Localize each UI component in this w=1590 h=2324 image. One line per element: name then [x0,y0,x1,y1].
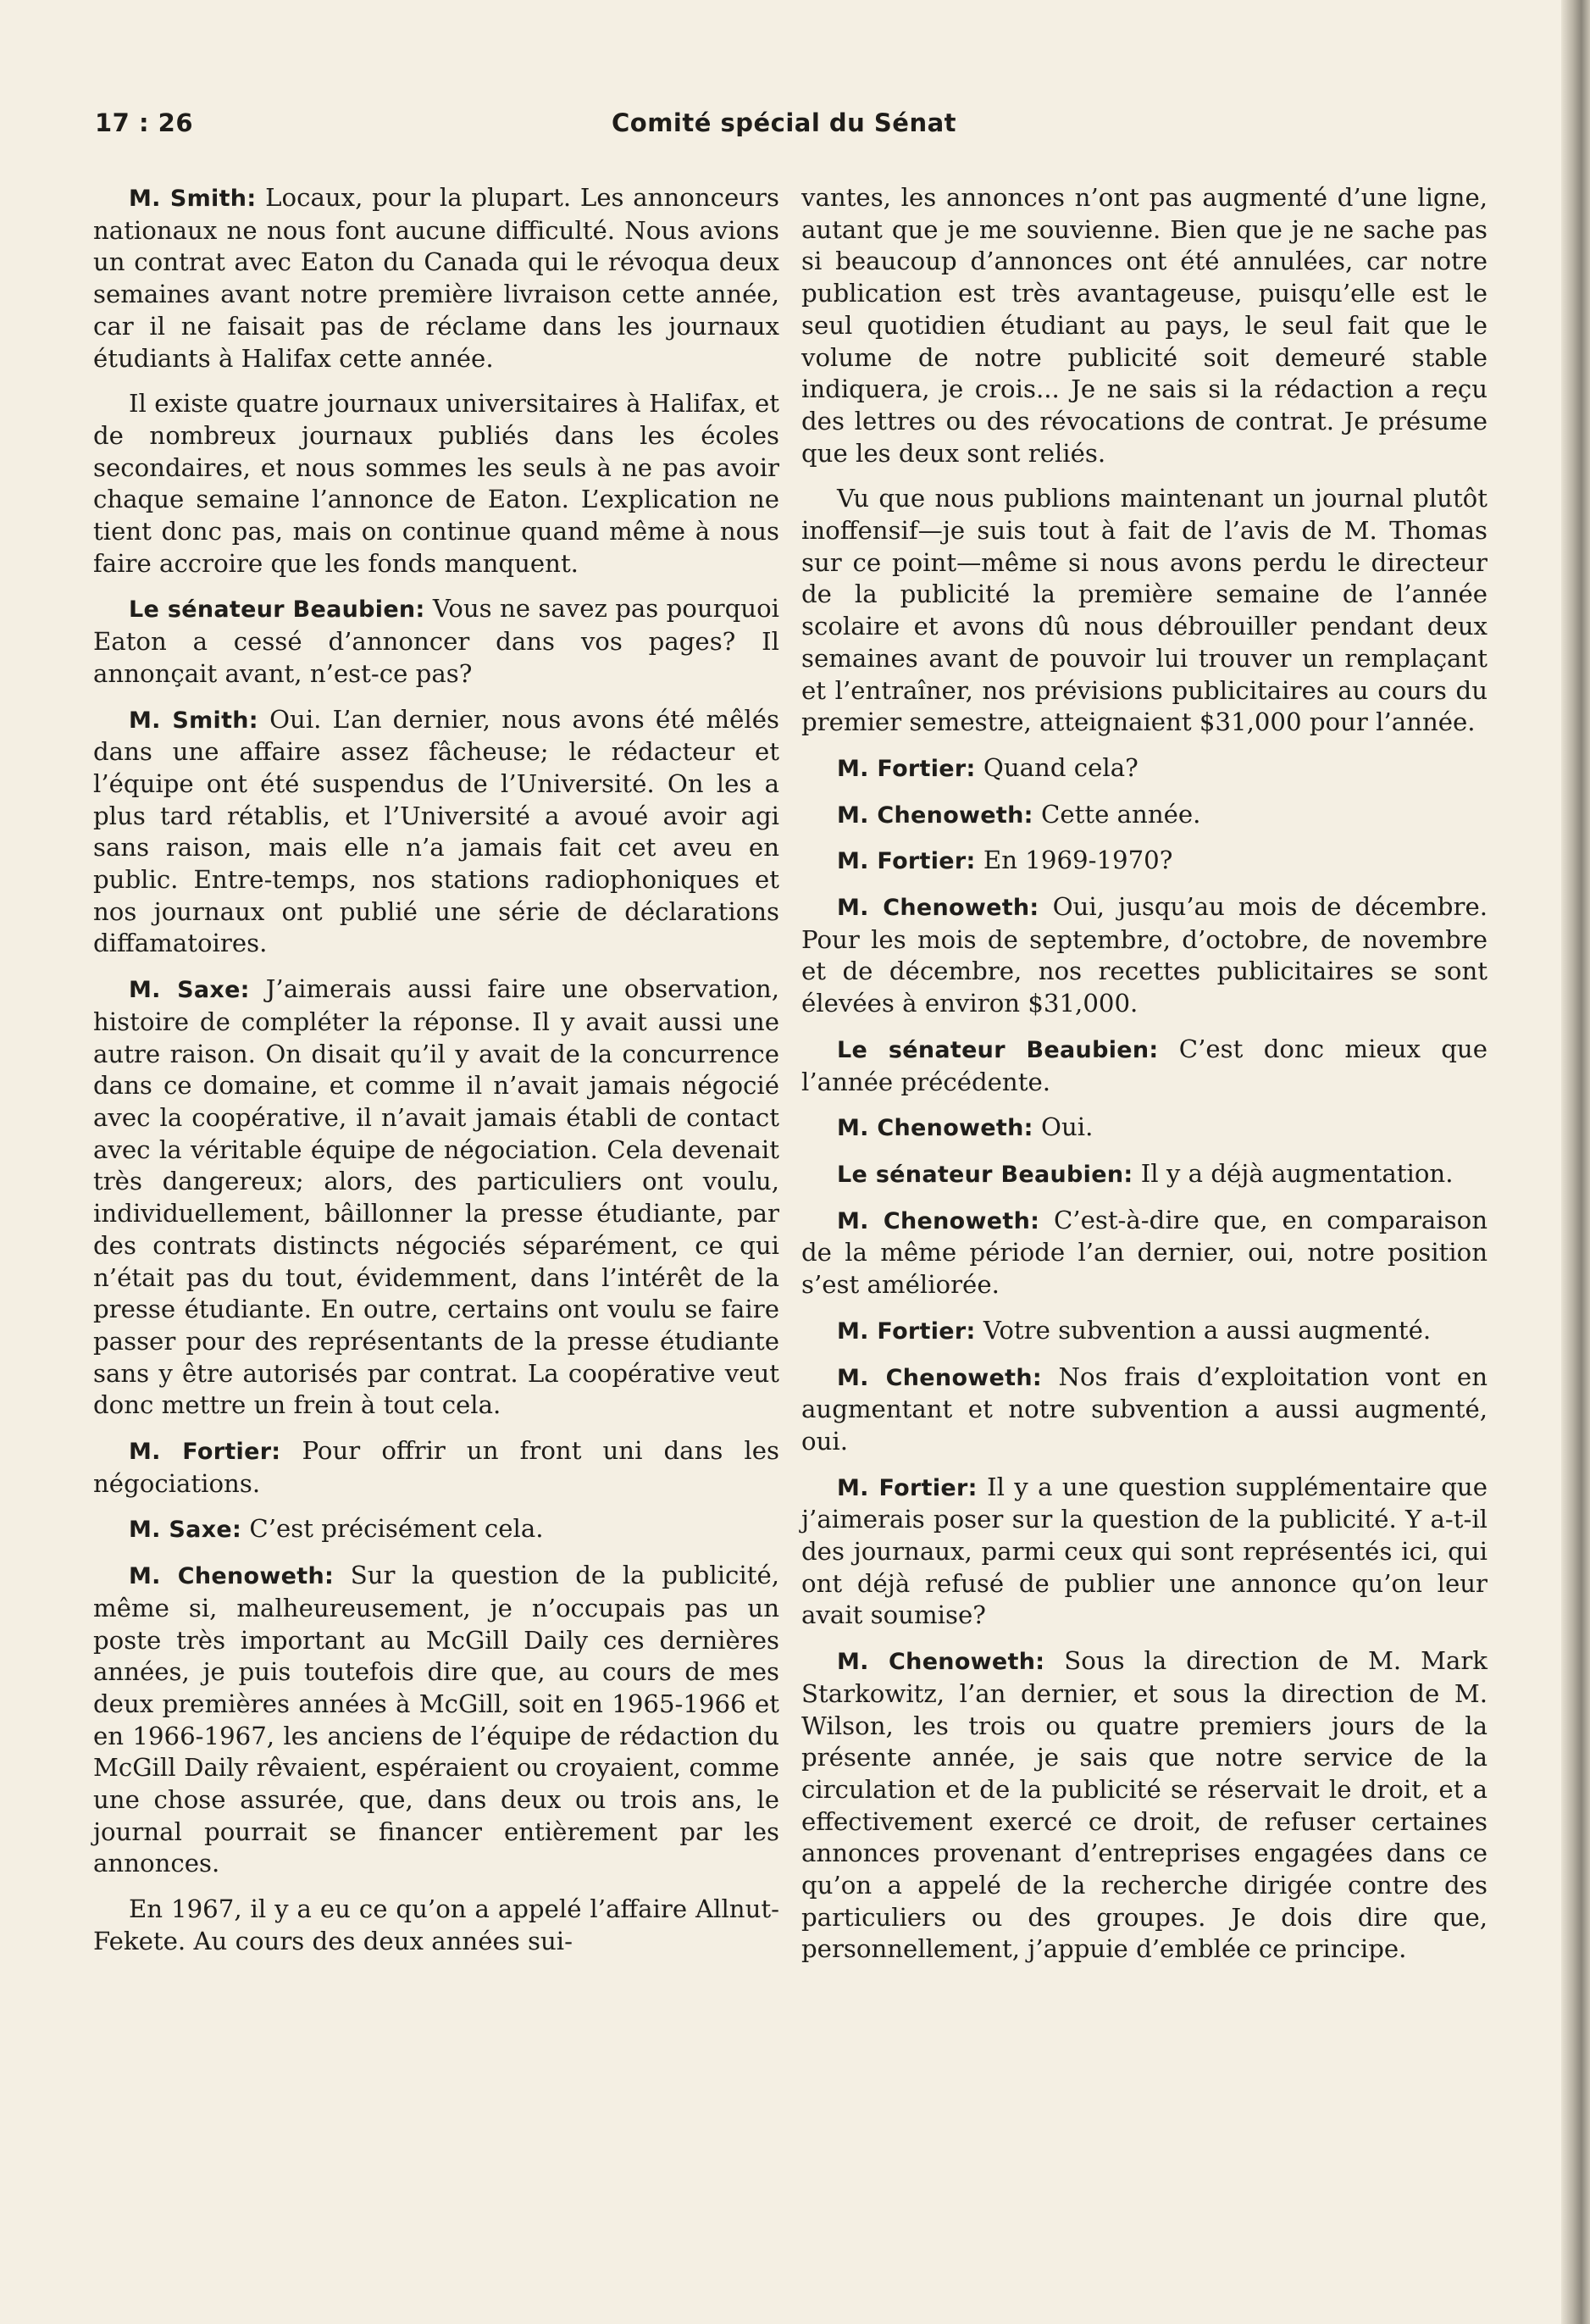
paragraph [93,182,779,374]
paragraph [801,1645,1488,1966]
paragraph-text: Nos frais d’exploitation vont en augmentant et notre subvention a aussi augmenté, oui. [801,1362,1488,1456]
paragraph-text: Locaux, pour la plupart. Les annonceurs nationaux ne nous font aucune difficulté. Nous avions un contrat avec Eaton du Canada qui le révoqua deux semaines avant notre première livraison cette année, car il ne faisait pas de réclame dans les journaux étudiants à Halifax cette année. [93,183,779,373]
speaker-name: M. Fortier: [837,1474,978,1501]
speaker-name: M. Saxe: [129,1517,242,1544]
paragraph [801,1158,1488,1191]
paragraph-text: Sous la direction de M. Mark Starkowitz, l’an dernier, et sous la direction de M. Wilson, les trois ou quatre premiers jours de la présente année, je sais que notre service de la circulation et de la publicité se réservait le droit, et a effectivement exercé ce droit, de refuser certaines annonces provenant d’entreprises engagées dans ce qu’on a appelé de la recherche dirigée contre des particuliers ou des groupes. Je dois dire que, personnellement, j’appuie d’emblée ce principe. [801,1646,1488,1964]
speaker-name: M. Fortier: [837,755,976,782]
paragraph-text: vantes, les annonces n’ont pas augmenté d’une ligne, autant que je me souvienne. Bien que je ne sache pas si beaucoup d’annonces ont été annulées, car notre publication est très avantageuse, puisqu’elle est le seul quotidien étudiant au pays, le seul fait que le volume de notre publicité soit demeuré stable indiquera, je crois... Je ne sais si la rédaction a reçu des lettres ou des révocations de contrat. Je présume que les deux sont reliés. [801,183,1488,468]
paragraph [801,799,1488,832]
speaker-name: M. Chenoweth: [129,1563,335,1590]
speaker-name: Le sénateur Beaubien: [837,1036,1159,1063]
speaker-name: M. Chenoweth: [837,1207,1040,1234]
speaker-name: Le sénateur Beaubien: [837,1161,1133,1188]
page-header [95,108,1467,151]
paragraph-text: En 1967, il y a eu ce qu’on a appelé l’affaire Allnut-Fekete. Au cours des deux années sui- [93,1894,779,1955]
speaker-name: M. Fortier: [837,1317,976,1345]
speaker-name: M. Chenoweth: [837,895,1039,922]
paragraph-text: Oui. L’an dernier, nous avons été mêlés dans une affaire assez fâcheuse; le rédacteur et l’équipe ont été suspendus de l’Université. On les a plus tard rétablis, et l’Université a avoué avoir agi sans raison, mais elle n’a jamais fait cet aveu en public. Entre-temps, nos stations radiophoniques et nos journaux ont publié une série de déclarations diffamatoires. [93,704,779,958]
paragraph [93,1435,779,1500]
paragraph-text: Oui. [1033,1112,1094,1142]
paragraph-text: Pour offrir un front uni dans les négociations. [93,1436,779,1498]
speaker-name: M. Saxe: [129,977,250,1004]
paragraph [801,483,1488,739]
paragraph [93,1894,779,1957]
paragraph-text: En 1969-1970? [975,846,1173,875]
speaker-name: Le sénateur Beaubien: [129,596,425,624]
paragraph [801,1315,1488,1348]
paragraph-text: Votre subvention a aussi augmenté. [975,1315,1432,1345]
right-column [801,182,1488,1979]
paragraph-text: J’aimerais aussi faire une observation, histoire de compléter la réponse. Il y avait aussi une autre raison. On disait qu’il y avait de la concurrence dans ce domaine, et comme il n’avait jamais négocié avec la coopérative, il n’avait jamais établi de contact avec la véritable équipe de négociation. Cela devenait très dangereux; alors, des particuliers ont voulu, individuellement, bâillonner la presse étudiante, par des contrats distincts négociés séparément, ce qui n’était pas du tout, évidemment, dans l’intérêt de la presse étudiante. En outre, certains ont voulu se faire passer pour des représentants de la presse étudiante sans y être autorisés par contrat. La coopérative veut donc mettre un frein à tout cela. [93,974,779,1420]
paragraph-text: Vu que nous publions maintenant un journal plutôt inoffensif—je suis tout à fait de l’avis de M. Thomas sur ce point—même si nous avons perdu le directeur de la publicité la première semaine de l’année scolaire et avons dû nous débrouiller pendant deux semaines avant de pouvoir lui trouver un remplaçant et l’entraîner, nos prévisions publicitaires au cours du premier semestre, atteignaient $31,000 pour l’année. [801,484,1488,737]
paragraph [93,388,779,580]
page-number: 17 : 26 [95,108,194,137]
paragraph-text: Il y a déjà augmentation. [1133,1158,1454,1188]
paragraph-text: Sur la question de la publicité, même si, malheureusement, je n’occupais pas un poste très important au McGill Daily ces dernières années, je puis toutefois dire que, au cours de mes deux premières années à McGill, soit en 1965-1966 et en 1966-1967, les anciens de l’équipe de rédaction du McGill Daily rêvaient, espéraient ou croyaient, comme une chose assurée, que, dans deux ou trois ans, le journal pourrait se financer entièrement par les annonces. [93,1561,779,1878]
paragraph [801,1205,1488,1301]
speaker-name: M. Chenoweth: [837,1364,1042,1391]
speaker-name: M. Fortier: [129,1439,281,1466]
paragraph [93,1513,779,1546]
paragraph [801,1034,1488,1098]
paragraph-text: Oui, jusqu’au mois de décembre. Pour les mois de septembre, d’octobre, de novembre et de décembre, nos recettes publicitaires se sont élevées à environ $31,000. [801,892,1488,1018]
paragraph [801,1112,1488,1145]
paragraph [801,845,1488,878]
paragraph [801,752,1488,785]
paragraph-text: Il y a une question supplémentaire que j’aimerais poser sur la question de la publicité. Y a-t-il des journaux, parmi ceux qui sont représentés ici, qui ont déjà refusé de publier une annonce qu’on leur avait soumise? [801,1472,1488,1630]
paragraph-text: C’est-à-dire que, en comparaison de la même période l’an dernier, oui, notre position s’est améliorée. [801,1205,1488,1300]
page-edge-shadow [1561,0,1590,2324]
paragraph [801,891,1488,1020]
paragraph [93,973,779,1422]
paragraph-text: Il existe quatre journaux universitaires à Halifax, et de nombreux journaux publiés dans les écoles secondaires, et nous sommes les seuls à ne pas avoir chaque semaine l’annonce de Eaton. L’explication ne tient donc pas, mais on continue quand même à nous faire accroire que les fonds manquent. [93,389,779,578]
left-column [93,182,779,1972]
speaker-name: M. Chenoweth: [837,1115,1033,1142]
paragraph [93,593,779,690]
paragraph [801,1472,1488,1633]
paragraph [801,1362,1488,1458]
paragraph [801,182,1488,469]
speaker-name: M. Chenoweth: [837,801,1033,829]
paragraph-text: Cette année. [1033,799,1201,829]
running-title: Comité spécial du Sénat [612,108,957,137]
speaker-name: M. Smith: [129,186,257,212]
speaker-name: M. Chenoweth: [837,1649,1045,1676]
speaker-name: M. Smith: [129,707,258,734]
paragraph [93,1560,779,1880]
paragraph-text: Quand cela? [975,752,1138,782]
speaker-name: M. Fortier: [837,848,976,875]
paragraph [93,704,779,961]
paragraph-text: C’est donc mieux que l’année précédente. [801,1034,1488,1096]
paragraph-text: C’est précisément cela. [241,1514,544,1544]
paragraph-text: Vous ne savez pas pourquoi Eaton a cessé d’annoncer dans vos pages? Il annonçait avant, n’est-ce pas? [93,594,779,688]
